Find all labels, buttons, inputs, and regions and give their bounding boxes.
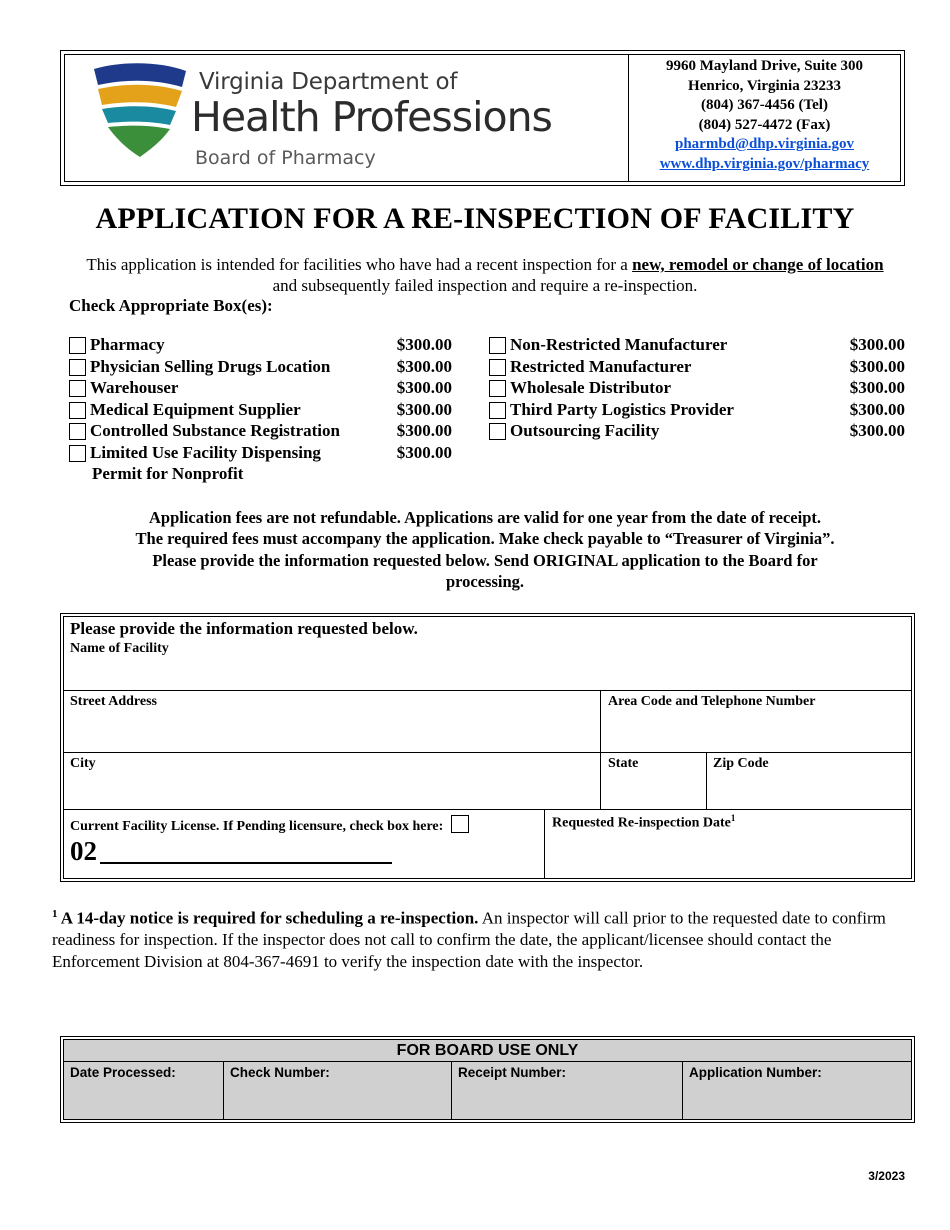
fee-row-controlled-substance [69, 421, 452, 443]
intro-before: This application is intended for facilities who have had a recent inspection for a [86, 255, 633, 274]
email-link[interactable]: pharmbd@dhp.virginia.gov [674, 136, 854, 152]
fee-name: Non-Restricted Manufacturer [510, 335, 728, 354]
fee-row-restricted-manufacturer [489, 357, 905, 379]
application-number-label: Application Number: [689, 1065, 822, 1080]
footnote [52, 904, 912, 972]
logo-dept-text: Virginia Department of [199, 69, 458, 95]
logo-block [65, 55, 629, 181]
fee-list-right [489, 335, 905, 443]
fee-row-medical-equipment [69, 400, 452, 422]
fee-name: Outsourcing Facility [510, 421, 660, 440]
state-label: State [608, 756, 639, 771]
fee-price: $300.00 [849, 421, 905, 440]
check-number-cell [224, 1062, 452, 1119]
checkbox-wholesale-distributor[interactable] [489, 380, 506, 397]
fee-name: Controlled Substance Registration [90, 421, 340, 440]
fee-row-non-restricted-manufacturer [489, 335, 905, 357]
page-title: APPLICATION FOR A RE-INSPECTION OF FACILITY [95, 202, 855, 235]
state-field[interactable] [602, 754, 706, 810]
fee-price: $300.00 [396, 442, 452, 462]
telephone-field[interactable] [602, 692, 913, 754]
board-use-header: FOR BOARD USE ONLY [64, 1040, 911, 1062]
address-line-1: 9960 Mayland Drive, Suite 300 [665, 58, 864, 74]
fee-row-third-party-logistics [489, 400, 905, 422]
intro-after: and subsequently failed inspection and require a re-inspection. [272, 276, 698, 295]
fee-name: Limited Use Facility Dispensing [90, 442, 321, 462]
receipt-number-label: Receipt Number: [458, 1065, 567, 1080]
intro-emphasis: new, remodel or change of location [632, 255, 884, 274]
fee-name: Restricted Manufacturer [510, 356, 692, 376]
checkbox-restricted-manufacturer[interactable] [489, 359, 506, 376]
checkbox-warehouser[interactable] [69, 380, 86, 397]
checkbox-pharmacy[interactable] [69, 337, 86, 354]
notice-line: Please provide the information requested below. Send ORIGINAL application to the Board for [152, 550, 818, 570]
contact-block [629, 55, 900, 183]
checkbox-outsourcing-facility[interactable] [489, 423, 506, 440]
facility-info-form [60, 613, 915, 882]
fee-price: $300.00 [396, 335, 452, 354]
fee-row-limited-use [69, 442, 452, 483]
fee-name: Third Party Logistics Provider [510, 399, 734, 419]
checkbox-controlled-substance[interactable] [69, 423, 86, 440]
date-processed-label: Date Processed: [70, 1065, 176, 1080]
fee-row-outsourcing-facility [489, 421, 905, 443]
reinspection-date-label: Requested Re-inspection Date [552, 815, 731, 831]
fee-row-physician-selling-drugs [69, 357, 452, 379]
facility-license-field [64, 811, 544, 881]
notice-line: Application fees are not refundable. Applications are valid for one year from the date of receipt. [148, 508, 822, 527]
application-number-cell [683, 1062, 911, 1119]
fax: (804) 527-4472 (Fax) [698, 116, 831, 133]
fee-name: Pharmacy [90, 335, 165, 354]
fee-price: $300.00 [396, 421, 452, 440]
fee-price: $300.00 [396, 378, 452, 397]
facility-license-label: Current Facility License. If Pending licensure, check box here: [70, 819, 444, 834]
fee-name: Medical Equipment Supplier [90, 399, 301, 419]
checkbox-limited-use[interactable] [69, 445, 86, 462]
footnote-text: An inspector will call prior to the requested date to confirm readiness for inspection. If the inspector does not call to confirm the date, the applicant/licensee should contact the Enforcement Division at 804-367-4691 to verify the inspection date with the inspector. [52, 908, 886, 971]
checkbox-non-restricted-manufacturer[interactable] [489, 337, 506, 354]
fee-price: $300.00 [849, 378, 905, 397]
zip-code-field[interactable] [707, 754, 913, 810]
receipt-number-cell [452, 1062, 683, 1119]
intro-paragraph [75, 254, 895, 296]
letterhead [60, 50, 905, 186]
fee-price: $300.00 [849, 335, 905, 354]
fee-name-continuation: Permit for Nonprofit [92, 463, 244, 483]
checkbox-physician-selling-drugs[interactable] [69, 359, 86, 376]
fee-row-wholesale-distributor [489, 378, 905, 400]
fee-name: Wholesale Distributor [510, 378, 672, 397]
city-label: City [70, 756, 96, 771]
address-line-2: Henrico, Virginia 23233 [688, 77, 841, 94]
fee-row-pharmacy [69, 335, 452, 357]
fee-price: $300.00 [849, 356, 905, 376]
check-boxes-label: Check Appropriate Box(es): [69, 296, 273, 315]
footnote-ref: 1 [730, 813, 736, 823]
checkbox-third-party-logistics[interactable] [489, 402, 506, 419]
dhp-shield-logo-icon [90, 63, 190, 158]
fee-name: Warehouser [90, 378, 179, 397]
board-use-table [60, 1036, 915, 1123]
date-processed-cell [64, 1062, 224, 1119]
checkbox-medical-equipment[interactable] [69, 402, 86, 419]
fee-name: Physician Selling Drugs Location [90, 356, 331, 376]
footnote-bold: A 14-day notice is required for scheduling a re-inspection. [57, 908, 479, 928]
city-field[interactable] [64, 754, 600, 810]
fee-price: $300.00 [396, 399, 452, 419]
logo-main-text: Health Professions [191, 93, 552, 141]
zip-code-label: Zip Code [713, 756, 769, 771]
name-of-facility-label: Name of Facility [70, 641, 169, 656]
street-address-field[interactable] [64, 692, 600, 754]
reinspection-date-field[interactable] [546, 811, 913, 881]
street-address-label: Street Address [70, 694, 157, 709]
website-link[interactable]: www.dhp.virginia.gov/pharmacy [659, 155, 870, 172]
fee-price: $300.00 [396, 356, 452, 376]
telephone-label: Area Code and Telephone Number [608, 694, 816, 709]
fee-list-left [69, 335, 452, 483]
fee-notice [60, 507, 910, 592]
revision-date: 3/2023 [868, 1169, 905, 1183]
pending-licensure-checkbox[interactable] [451, 815, 469, 833]
fee-row-warehouser [69, 378, 452, 400]
check-number-label: Check Number: [230, 1065, 330, 1080]
footnote-marker: 1 [52, 908, 58, 920]
form-header: Please provide the information requested below. [70, 619, 418, 638]
notice-line: The required fees must accompany the application. Make check payable to “Treasurer of Virginia”. [135, 529, 835, 549]
license-prefix: 02 [70, 836, 97, 866]
logo-board-text: Board of Pharmacy [195, 147, 376, 169]
telephone: (804) 367-4456 (Tel) [701, 97, 828, 113]
fee-price: $300.00 [849, 399, 905, 419]
license-number-line[interactable] [100, 862, 392, 864]
name-of-facility-field[interactable] [64, 639, 913, 691]
notice-line: processing. [445, 571, 525, 591]
